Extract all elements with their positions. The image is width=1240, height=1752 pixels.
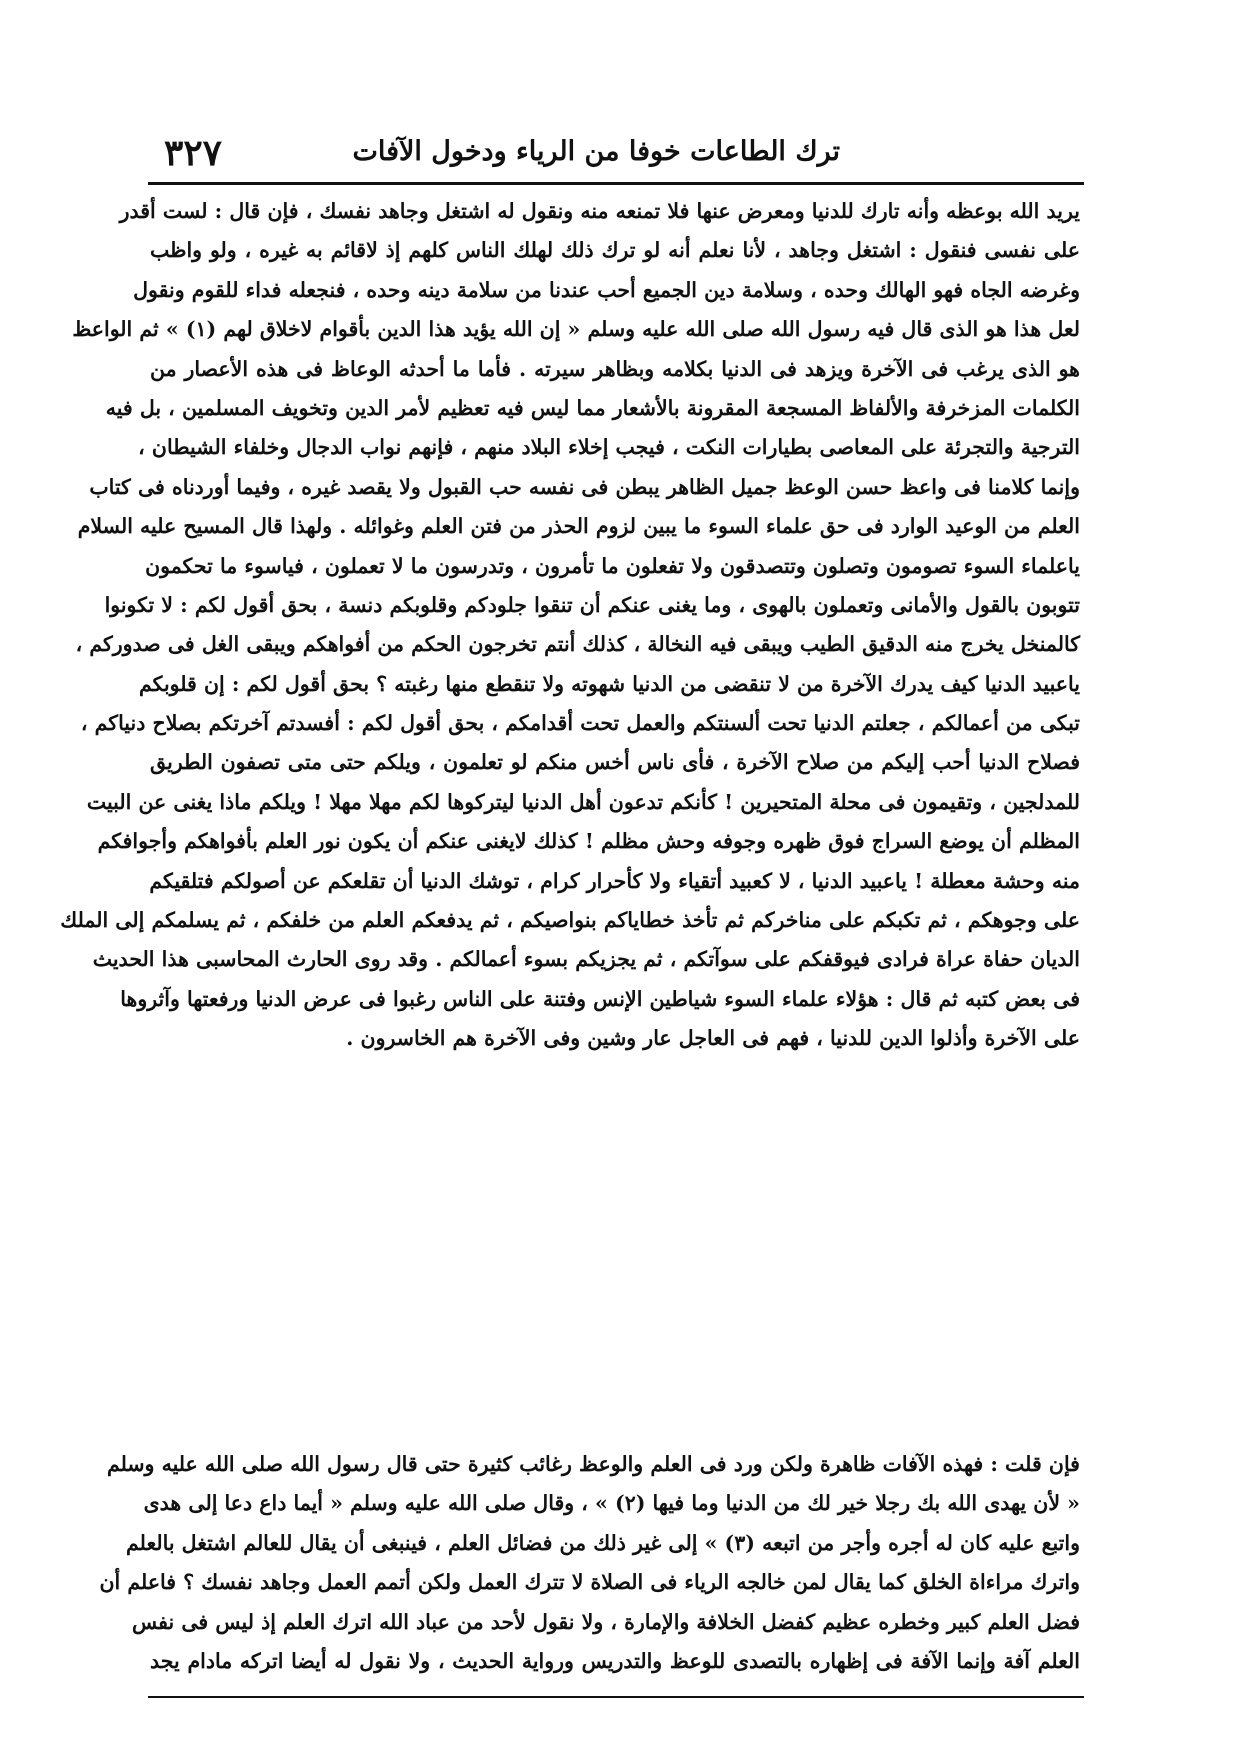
text-line: العلم آفة وإنما الآفة فى إظهاره بالتصدى للوعظ والتدريس ورواية الحديث ، ولا نقول له أيضا اتركه مادام يجد bbox=[150, 1648, 1080, 1673]
text-line: وغرضه الجاه فهو الهالك وحده ، وسلامة دين الجميع أحب عندنا من سلامة دينه وحده ، فنجعله فداء للقوم ونقول bbox=[133, 277, 1080, 302]
header-rule bbox=[148, 182, 1084, 185]
text-line: ياعلماء السوء تصومون وتصلون وتتصدقون ولا تفعلون ما تأمرون ، وتدرسون ما لا تعملون ، فياسوء ما تحكمون bbox=[145, 553, 1080, 578]
text-line: تبكى من أعمالكم ، جعلتم الدنيا تحت ألسنتكم والعمل تحت أقدامكم ، بحق أقول لكم : أفسدتم آخرتكم بصلاح دنياكم ، bbox=[80, 711, 1080, 736]
text-line: هو الذى يرغب فى الآخرة ويزهد فى الدنيا بكلامه وبظاهر سيرته . فأما ما أحدثه الوعاظ فى هذه الأعصار من bbox=[150, 356, 1080, 381]
text-line: على نفسى فنقول : اشتغل وجاهد ، لأنا نعلم أنه لو ترك ذلك لهلك الناس كلهم إذ لاقائم به غيره ، ولو واظب bbox=[150, 238, 1080, 263]
page-number: ٣٢٧ bbox=[164, 132, 223, 174]
text-line: فى بعض كتبه ثم قال : هؤلاء علماء السوء شياطين الإنس وفتنة على الناس رغبوا فى عرض الدنيا ورفعتها وآثروها bbox=[120, 986, 1080, 1011]
text-line: فضل العلم كبير وخطره عظيم كفضل الخلافة والإمارة ، ولا نقول لأحد من عباد الله اترك العلم إذ ليس فى نفس bbox=[132, 1609, 1080, 1634]
text-line: واتبع عليه كان له أجره وأجر من اتبعه (٣) » إلى غير ذلك من فضائل العلم ، فينبغى أن يقال للعالم اشتغل بالعلم bbox=[126, 1530, 1080, 1555]
text-line: كالمنخل يخرج منه الدقيق الطيب ويبقى فيه النخالة ، كذلك أنتم تخرجون الحكم من أفواهكم ويبقى الغل فى صدوركم ، bbox=[75, 632, 1080, 657]
text-line: فصلاح الدنيا أحب إليكم من صلاح الآخرة ، فأى ناس أخس منكم لو تعلمون ، ويلكم حتى متى تصفون الطريق bbox=[150, 750, 1080, 775]
text-line: الترجية والتجرئة على المعاصى بطيارات النكت ، فيجب إخلاء البلاد منهم ، فإنهم نواب الدجال وخلفاء الشيطان ، bbox=[138, 435, 1080, 460]
text-line: على الآخرة وأذلوا الدين للدنيا ، فهم فى العاجل عار وشين وفى الآخرة هم الخاسرون . bbox=[346, 1026, 1080, 1051]
chapter-title: ترك الطاعات خوفا من الرياء ودخول الآفات bbox=[352, 136, 840, 167]
text-line: « لأن يهدى الله بك رجلا خير لك من الدنيا وما فيها (٢) » ، وقال صلى الله عليه وسلم « أيما داع دعا إلى هدى bbox=[143, 1491, 1080, 1516]
main-text-paragraph-1 bbox=[60, 192, 1080, 1059]
text-line: المظلم أن يوضع السراج فوق ظهره وجوفه وحش مظلم ! كذلك لايغنى عنكم أن يكون نور العلم بأفواهكم وأجوافكم bbox=[97, 829, 1080, 854]
text-line: ياعبيد الدنيا كيف يدرك الآخرة من لا تنقضى من الدنيا شهوته ولا تنقطع منها رغبته ؟ بحق أقول لكم : إن قلوبكم bbox=[138, 671, 1080, 696]
text-line: للمدلجين ، وتقيمون فى محلة المتحيرين ! كأنكم تدعون أهل الدنيا ليتركوها لكم مهلا مهلا ! ويلكم ماذا يغنى عن البيت bbox=[86, 789, 1080, 814]
text-line: وإنما كلامنا فى واعظ حسن الوعظ جميل الظاهر يبطن فى نفسه حب القبول ولا يقصد غيره ، وفيما أوردناه فى كتاب bbox=[89, 474, 1080, 499]
text-line: العلم من الوعيد الوارد فى حق علماء السوء ما يبين لزوم الحذر من فتن العلم وغوائله . ولهذا قال المسيح عليه السلام bbox=[77, 514, 1080, 539]
text-line: يريد الله بوعظه وأنه تارك للدنيا ومعرض عنها فلا تمنعه منه ونقول له اشتغل وجاهد نفسك ، فإن قال : لست أقدر bbox=[119, 199, 1080, 223]
main-text-paragraph-2 bbox=[99, 1445, 1080, 1681]
text-line: لعل هذا هو الذى قال فيه رسول الله صلى الله عليه وسلم « إن الله يؤيد هذا الدين بأقوام لاخلاق لهم (١) » ثم الواعظ bbox=[72, 317, 1080, 342]
text-line: تتوبون بالقول والأمانى وتعملون بالهوى ، وما يغنى عنكم أن تنقوا جلودكم وقلوبكم دنسة ، بحق أقول لكم : لا تكونوا bbox=[104, 592, 1080, 617]
text-line: واترك مراءاة الخلق كما يقال لمن خالجه الرياء فى الصلاة لا تترك العمل ولكن أتمم العمل وجاهد نفسك ؟ فاعلم أن bbox=[99, 1570, 1080, 1595]
text-line: فإن قلت : فهذه الآفات ظاهرة ولكن ورد فى العلم والوعظ رغائب كثيرة حتى قال رسول الله صلى الله عليه وسلم bbox=[106, 1452, 1080, 1476]
text-line: منه وحشة معطلة ! ياعبيد الدنيا ، لا كعبيد أتقياء ولا كأحرار كرام ، توشك الدنيا أن تقلعكم عن أصولكم فتلقيكم bbox=[149, 868, 1080, 893]
text-line: الديان حفاة عراة فرادى فيوقفكم على سوآتكم ، ثم يجزيكم بسوء أعمالكم . وقد روى الحارث المحاسبى هذا الحديث bbox=[92, 947, 1080, 972]
text-line: الكلمات المزخرفة والألفاظ المسجعة المقرونة بالأشعار مما ليس فيه تعظيم لأمر الدين وتخويف المسلمين ، بل فيه bbox=[105, 395, 1080, 420]
text-line: على وجوهكم ، ثم تكبكم على مناخركم ثم تأخذ خطاياكم بنواصيكم ، ثم يدفعكم العلم من خلفكم ، ثم يسلمكم إلى الملك bbox=[60, 908, 1080, 933]
running-header bbox=[150, 132, 1080, 180]
footnote-rule bbox=[148, 1696, 1084, 1698]
